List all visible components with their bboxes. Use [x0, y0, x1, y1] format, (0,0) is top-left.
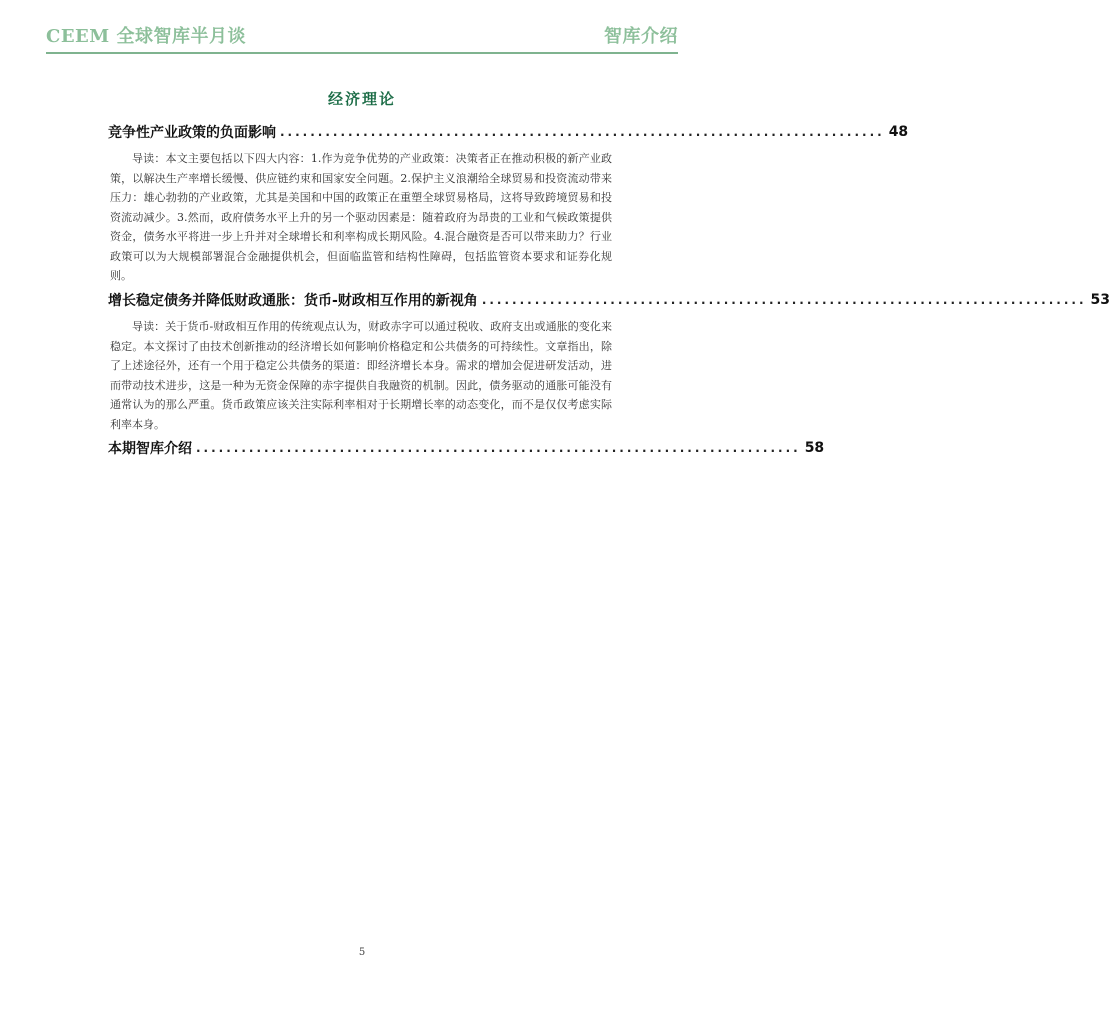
dot-leader: ................................................................................ [280, 125, 885, 139]
dot-leader: ................................................................................ [196, 441, 801, 455]
toc-page-number: 58 [804, 440, 825, 456]
toc-page-number: 53 [1090, 292, 1110, 308]
toc-entry-3[interactable] [108, 438, 825, 458]
page-header [46, 20, 678, 54]
toc-entry-2[interactable] [108, 290, 1110, 310]
toc-entry-title[interactable]: 本期智库介绍 [108, 441, 192, 457]
toc-entry-title[interactable]: 竞争性产业政策的负面影响 [108, 125, 276, 141]
section-label: 智库介绍 [604, 26, 678, 47]
toc-entry-summary: 导读：本文主要包括以下四大内容：1.作为竞争优势的产业政策：决策者正在推动积极的新产业政策，以解决生产率增长缓慢、供应链约束和国家安全问题。2.保护主义浪潮给全球贸易和投资流动带来压力：雄心勃勃的产业政策，尤其是美国和中国的政策正在重塑全球贸易格局，这将导致跨境贸易和投资流动减少。3.然而，政府债务水平上升的另一个驱动因素是：随着政府为昂贵的工业和气候政策提供资金，债务水平将进一步上升并对全球增长和利率构成长期风险。4.混合融资是否可以带来助力？行业政策可以为大规模部署混合金融提供机会，但面临监管和结构性障碍，包括监管资本要求和证券化规则。 [110, 152, 612, 282]
toc-entry-1[interactable] [108, 122, 909, 142]
dot-leader: ................................................................................ [481, 293, 1087, 307]
section-heading: 经济理论 [327, 90, 396, 108]
publication-title: CEEM 全球智库半月谈 [46, 26, 246, 47]
toc-page-number: 48 [888, 124, 909, 140]
page-number: 5 [358, 947, 366, 958]
toc-entry-title[interactable]: 增长稳定债务并降低财政通胀：货币-财政相互作用的新视角 [108, 293, 478, 309]
toc-entry-summary: 导读：关于货币-财政相互作用的传统观点认为，财政赤字可以通过税收、政府支出或通胀的变化来稳定。本文探讨了由技术创新推动的经济增长如何影响价格稳定和公共债务的可持续性。文章指出，除了上述途径外，还有一个用于稳定公共债务的渠道：即经济增长本身。需求的增加会促进研发活动，进而带动技术进步，这是一种为无资金保障的赤字提供自我融资的机制。因此，债务驱动的通胀可能没有通常认为的那么严重。货币政策应该关注实际利率相对于长期增长率的动态变化，而不是仅仅考虑实际利率本身。 [110, 320, 612, 431]
